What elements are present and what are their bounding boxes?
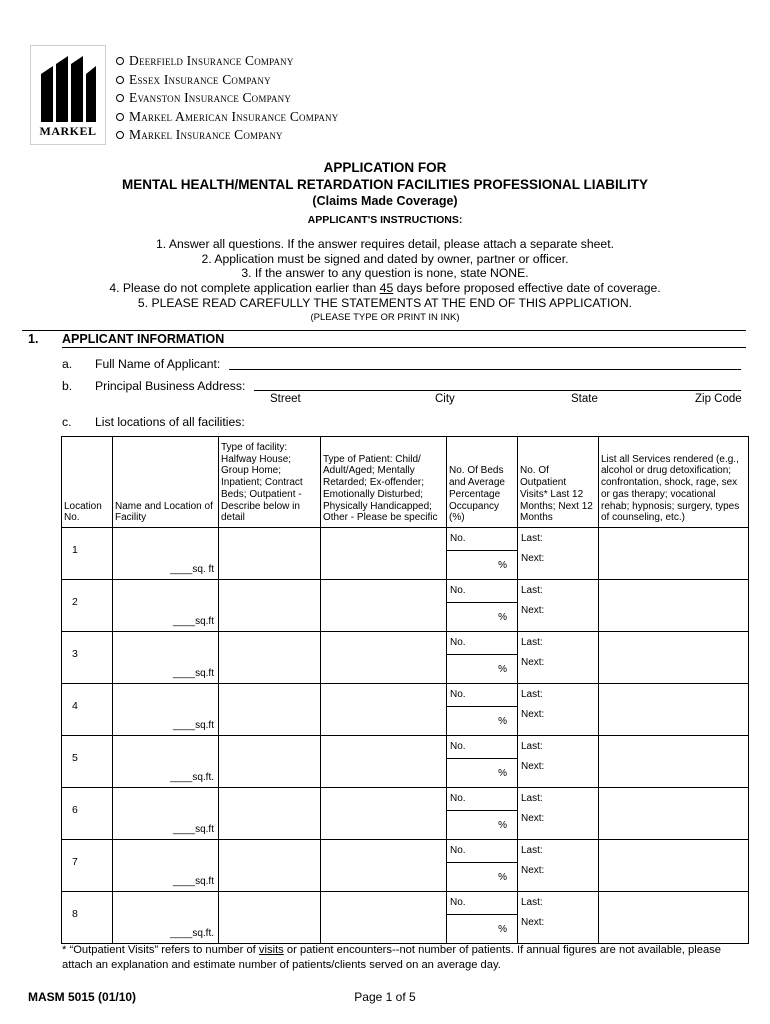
sqft-label: ____sq.ft [172, 720, 214, 732]
title-line-2: MENTAL HEALTH/MENTAL RETARDATION FACILITIES PROFESSIONAL LIABILITY [122, 177, 648, 192]
visits-cell[interactable] [518, 528, 599, 580]
table-row [62, 632, 749, 684]
table-row [62, 892, 749, 944]
patient-type-cell[interactable] [321, 632, 447, 684]
location-number: 2 [72, 596, 78, 608]
facility-name-cell[interactable] [113, 632, 219, 684]
location-no-cell [62, 528, 113, 580]
visits-cell[interactable] [518, 736, 599, 788]
section-title: APPLICANT INFORMATION [62, 332, 225, 346]
sqft-label: ____sq.ft [172, 616, 214, 628]
visits-next-label: Next: [521, 865, 545, 876]
facility-name-cell[interactable] [113, 580, 219, 632]
beds-divider [447, 654, 517, 655]
beds-no-label: No. [450, 689, 466, 700]
visits-last-label: Last: [521, 793, 543, 804]
visits-last-label: Last: [521, 689, 543, 700]
occupancy-percent-label: % [498, 612, 507, 623]
sqft-label: ____sq.ft [172, 668, 214, 680]
bullet-circle-icon [116, 94, 124, 102]
instruction-3: 3. If the answer to any question is none, state NONE. [241, 266, 529, 280]
applicant-name-label: Full Name of Applicant: [95, 357, 221, 371]
location-number: 6 [72, 804, 78, 816]
occupancy-percent-label: % [498, 768, 507, 779]
table-row [62, 528, 749, 580]
header-patient-type: Type of Patient: Child/ Adult/Aged; Mentally Retarded; Ex-offender; Emotionally Disturbed; Physically Handicapped; Other - Please be specific [321, 437, 447, 528]
beds-cell[interactable] [447, 892, 518, 944]
sqft-label: ____sq.ft [172, 876, 214, 888]
header-facility-type: Type of facility: Halfway House; Group Home; Inpatient; Contract Beds; Outpatient - Describe below in detail [219, 437, 321, 528]
location-no-cell [62, 788, 113, 840]
address-zip-label: Zip Code [695, 393, 742, 405]
visits-cell[interactable] [518, 892, 599, 944]
logo-wordmark: MARKEL [39, 124, 97, 138]
occupancy-percent-label: % [498, 872, 507, 883]
location-no-cell [62, 840, 113, 892]
facility-type-cell[interactable] [219, 580, 321, 632]
section-title-underline [62, 347, 746, 348]
instruction-2: 2. Application must be signed and dated by owner, partner or officer. [201, 252, 569, 266]
location-number: 3 [72, 648, 78, 660]
visits-cell[interactable] [518, 684, 599, 736]
visits-last-label: Last: [521, 637, 543, 648]
company-list [116, 52, 338, 145]
location-number: 5 [72, 752, 78, 764]
services-cell[interactable] [599, 528, 749, 580]
services-cell[interactable] [599, 580, 749, 632]
bullet-circle-icon [116, 113, 124, 121]
facilities-table [61, 436, 749, 944]
beds-cell[interactable] [447, 840, 518, 892]
occupancy-percent-label: % [498, 664, 507, 675]
beds-divider [447, 862, 517, 863]
location-no-cell [62, 684, 113, 736]
section-number: 1. [28, 332, 39, 346]
beds-divider [447, 810, 517, 811]
instruction-5: 5. PLEASE READ CAREFULLY THE STATEMENTS AT THE END OF THIS APPLICATION. [137, 296, 633, 310]
business-address-label: Principal Business Address: [95, 379, 246, 393]
location-number: 8 [72, 908, 78, 920]
beds-cell[interactable] [447, 580, 518, 632]
business-address-field[interactable] [254, 390, 741, 391]
visits-last-label: Last: [521, 845, 543, 856]
company-item: Essex Insurance Company [116, 71, 338, 90]
location-no-cell [62, 580, 113, 632]
visits-cell[interactable] [518, 580, 599, 632]
logo-bars-icon [37, 52, 99, 122]
beds-cell[interactable] [447, 788, 518, 840]
beds-divider [447, 550, 517, 551]
instruction-4: 4. Please do not complete application earlier than 45 days before proposed effective date of coverage. [109, 281, 661, 295]
address-city-label: City [435, 393, 455, 405]
item-b-letter: b. [62, 379, 73, 393]
occupancy-percent-label: % [498, 716, 507, 727]
facility-locations-label: List locations of all facilities: [95, 415, 245, 429]
services-cell[interactable] [599, 632, 749, 684]
patient-type-cell[interactable] [321, 580, 447, 632]
beds-divider [447, 758, 517, 759]
instructions-heading: APPLICANT'S INSTRUCTIONS: [307, 214, 463, 226]
visits-cell[interactable] [518, 788, 599, 840]
patient-type-cell[interactable] [321, 736, 447, 788]
location-number: 7 [72, 856, 78, 868]
beds-no-label: No. [450, 741, 466, 752]
facility-type-cell[interactable] [219, 632, 321, 684]
facility-name-cell[interactable] [113, 684, 219, 736]
address-street-label: Street [270, 393, 301, 405]
outpatient-footnote: * “Outpatient Visits” refers to number of visits or patient encounters--not number of patients. If annual figures are not available, please attach an explanation and estimate number of patients/clients served on an average day. [62, 944, 721, 971]
table-row [62, 580, 749, 632]
table-row [62, 684, 749, 736]
services-cell[interactable] [599, 840, 749, 892]
beds-divider [447, 602, 517, 603]
facility-type-cell[interactable] [219, 788, 321, 840]
title-line-1: APPLICATION FOR [323, 160, 447, 175]
beds-no-label: No. [450, 845, 466, 856]
services-cell[interactable] [599, 892, 749, 944]
beds-no-label: No. [450, 793, 466, 804]
beds-divider [447, 706, 517, 707]
occupancy-percent-label: % [498, 924, 507, 935]
location-no-cell [62, 632, 113, 684]
title-line-3: (Claims Made Coverage) [312, 194, 458, 208]
section-divider [22, 330, 746, 331]
item-a-letter: a. [62, 357, 73, 371]
occupancy-percent-label: % [498, 820, 507, 831]
visits-cell[interactable] [518, 840, 599, 892]
patient-type-cell[interactable] [321, 840, 447, 892]
header-visits: No. Of Outpatient Visits* Last 12 Months; Next 12 Months [518, 437, 599, 528]
sqft-label: ____sq.ft. [170, 928, 214, 940]
patient-type-cell[interactable] [321, 892, 447, 944]
beds-no-label: No. [450, 533, 466, 544]
facility-type-cell[interactable] [219, 528, 321, 580]
sqft-label: ____sq.ft. [170, 772, 214, 784]
services-cell[interactable] [599, 684, 749, 736]
services-cell[interactable] [599, 788, 749, 840]
visits-next-label: Next: [521, 917, 545, 928]
visits-last-label: Last: [521, 741, 543, 752]
facility-type-cell[interactable] [219, 736, 321, 788]
visits-last-label: Last: [521, 585, 543, 596]
location-number: 1 [72, 544, 78, 556]
patient-type-cell[interactable] [321, 684, 447, 736]
sqft-label: ____sq. ft [170, 564, 214, 576]
facility-type-cell[interactable] [219, 892, 321, 944]
visits-cell[interactable] [518, 632, 599, 684]
services-cell[interactable] [599, 736, 749, 788]
item-c-letter: c. [62, 415, 72, 429]
patient-type-cell[interactable] [321, 528, 447, 580]
table-header-row [62, 437, 749, 528]
beds-cell[interactable] [447, 632, 518, 684]
page-number: Page 1 of 5 [354, 990, 416, 1004]
header-location-no: Location No. [62, 437, 113, 528]
beds-no-label: No. [450, 897, 466, 908]
beds-no-label: No. [450, 637, 466, 648]
facility-type-cell[interactable] [219, 684, 321, 736]
header-facility-name: Name and Location of Facility [113, 437, 219, 528]
instruction-1: 1. Answer all questions. If the answer requires detail, please attach a separate sheet. [156, 237, 614, 251]
beds-cell[interactable] [447, 736, 518, 788]
beds-cell[interactable] [447, 684, 518, 736]
visits-next-label: Next: [521, 761, 545, 772]
sqft-label: ____sq.ft [172, 824, 214, 836]
location-number: 4 [72, 700, 78, 712]
header-services: List all Services rendered (e.g., alcohol or drug detoxification; confrontation, shock, rage, sex or gas therapy; vocational rehab; hypnosis; surgery, types of counseling, etc.) [599, 437, 749, 528]
visits-last-label: Last: [521, 533, 543, 544]
form-id: MASM 5015 (01/10) [28, 990, 137, 1004]
instruction-6: (PLEASE TYPE OR PRINT IN INK) [310, 312, 460, 323]
company-item: Markel American Insurance Company [116, 108, 338, 127]
days-value: 45 [379, 281, 394, 295]
address-state-label: State [571, 393, 598, 405]
company-item: Deerfield Insurance Company [116, 52, 338, 71]
visits-next-label: Next: [521, 813, 545, 824]
company-item: Markel Insurance Company [116, 126, 338, 145]
table-row [62, 788, 749, 840]
bullet-circle-icon [116, 131, 124, 139]
company-item: Evanston Insurance Company [116, 89, 338, 108]
location-no-cell [62, 736, 113, 788]
facility-type-cell[interactable] [219, 840, 321, 892]
bullet-circle-icon [116, 57, 124, 65]
table-row [62, 736, 749, 788]
facility-name-cell[interactable] [113, 736, 219, 788]
applicant-name-field[interactable] [229, 369, 741, 370]
facility-name-cell[interactable] [113, 840, 219, 892]
facility-name-cell[interactable] [113, 892, 219, 944]
bullet-circle-icon [116, 76, 124, 84]
visits-next-label: Next: [521, 553, 545, 564]
facility-name-cell[interactable] [113, 788, 219, 840]
visits-next-label: Next: [521, 709, 545, 720]
table-row [62, 840, 749, 892]
location-no-cell [62, 892, 113, 944]
patient-type-cell[interactable] [321, 788, 447, 840]
visits-last-label: Last: [521, 897, 543, 908]
beds-cell[interactable] [447, 528, 518, 580]
visits-next-label: Next: [521, 657, 545, 668]
occupancy-percent-label: % [498, 560, 507, 571]
header-beds: No. Of Beds and Average Percentage Occupancy (%) [447, 437, 518, 528]
beds-no-label: No. [450, 585, 466, 596]
visits-next-label: Next: [521, 605, 545, 616]
markel-logo [30, 45, 106, 145]
facility-name-cell[interactable] [113, 528, 219, 580]
beds-divider [447, 914, 517, 915]
